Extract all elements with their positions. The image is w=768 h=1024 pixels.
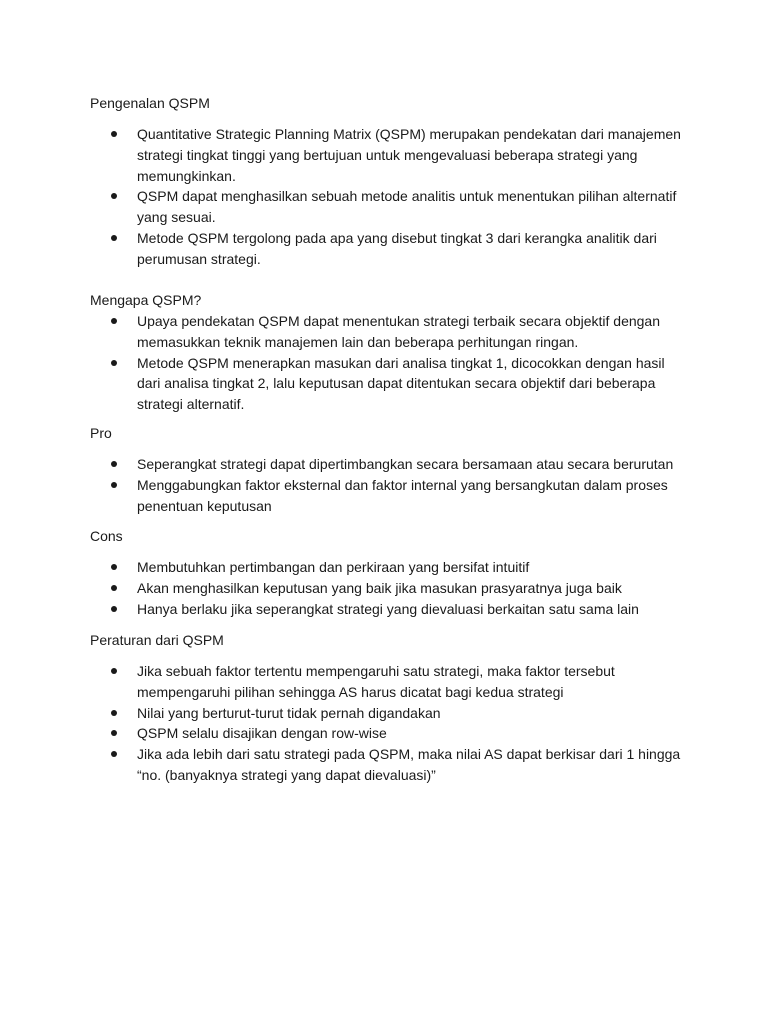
list-item [90,661,687,703]
list-item [90,124,687,186]
section-heading: Cons [90,528,123,544]
bullet-icon [111,482,117,488]
list-item-text: Seperangkat strategi dapat dipertimbangkan secara bersamaan atau secara berurutan [137,456,674,472]
bullet-icon [111,235,117,241]
list-item [90,186,687,228]
bullet-icon [111,710,117,716]
list-item-text: Metode QSPM menerapkan masukan dari analisa tingkat 1, dicocokkan dengan hasil dari analisa tingkat 2, lalu keputusan dapat ditentukan secara objektif dari beberapa strategi alternatif. [137,354,665,413]
list-item-text: QSPM selalu disajikan dengan row-wise [137,725,387,742]
list-item [90,311,687,353]
bullet-list [90,557,690,619]
bullet-icon [111,318,117,324]
list-item [90,475,687,517]
list-item-text: Akan menghasilkan keputusan yang baik jika masukan prasyaratnya juga baik [137,579,622,596]
bullet-list [90,311,690,415]
list-item [90,744,687,786]
bullet-icon [111,131,117,137]
list-item-text: Metode QSPM tergolong pada apa yang disebut tingkat 3 dari kerangka analitik dari perumusan strategi. [137,229,657,267]
bullet-list [90,454,690,516]
list-item [90,703,687,724]
bullet-icon [111,360,117,366]
list-item [90,454,687,475]
list-item [90,228,687,270]
list-item [90,557,687,578]
list-item-text: Membutuhkan pertimbangan dan perkiraan yang bersifat intuitif [137,559,530,575]
section-heading: Mengapa QSPM? [90,292,202,308]
list-item-text: Jika sebuah faktor tertentu mempengaruhi satu strategi, maka faktor tersebut mempengaruhi pilihan sehingga AS harus dicatat bagi kedua strategi [137,663,615,700]
list-item-text: Nilai yang berturut-turut tidak pernah digandakan [137,704,441,721]
list-item [90,723,687,744]
bullet-icon [111,751,117,757]
section-heading: Pengenalan QSPM [90,95,210,111]
bullet-icon [111,585,117,591]
bullet-icon [111,461,117,467]
list-item-text: Quantitative Strategic Planning Matrix (QSPM) merupakan pendekatan dari manajemen strategi tingkat tinggi yang bertujuan untuk mengevaluasi beberapa strategi yang memungkinkan. [137,126,681,184]
bullet-list [90,661,690,786]
list-item [90,353,687,415]
section-pengenalan-qspm [90,93,690,270]
list-item-text: Menggabungkan faktor eksternal dan faktor internal yang bersangkutan dalam proses penentuan keputusan [137,476,668,514]
bullet-icon [111,606,117,612]
bullet-icon [111,730,117,736]
list-item-text: QSPM dapat menghasilkan sebuah metode analitis untuk menentukan pilihan alternatif yang sesuai. [137,188,677,226]
bullet-icon [111,564,117,570]
section-heading: Pro [90,425,112,441]
list-item-text: Hanya berlaku jika seperangkat strategi yang dievaluasi berkaitan satu sama lain [137,600,639,617]
section-heading: Peraturan dari QSPM [90,632,224,648]
section-mengapa-qspm [90,290,690,415]
bullet-icon [111,193,117,199]
list-item-text: Upaya pendekatan QSPM dapat menentukan strategi terbaik secara objektif dengan memasukkan teknik manajemen lain dan beberapa perhitungan ringan. [137,313,660,350]
bullet-icon [111,668,117,674]
bullet-list [90,124,690,270]
section-pro [90,423,690,516]
list-item [90,578,687,599]
section-cons [90,526,690,619]
section-peraturan-qspm [90,630,690,786]
list-item-text: Jika ada lebih dari satu strategi pada QSPM, maka nilai AS dapat berkisar dari 1 hingga “no. (banyaknya strategi yang dapat dievaluasi)” [137,746,681,783]
list-item [90,599,687,620]
